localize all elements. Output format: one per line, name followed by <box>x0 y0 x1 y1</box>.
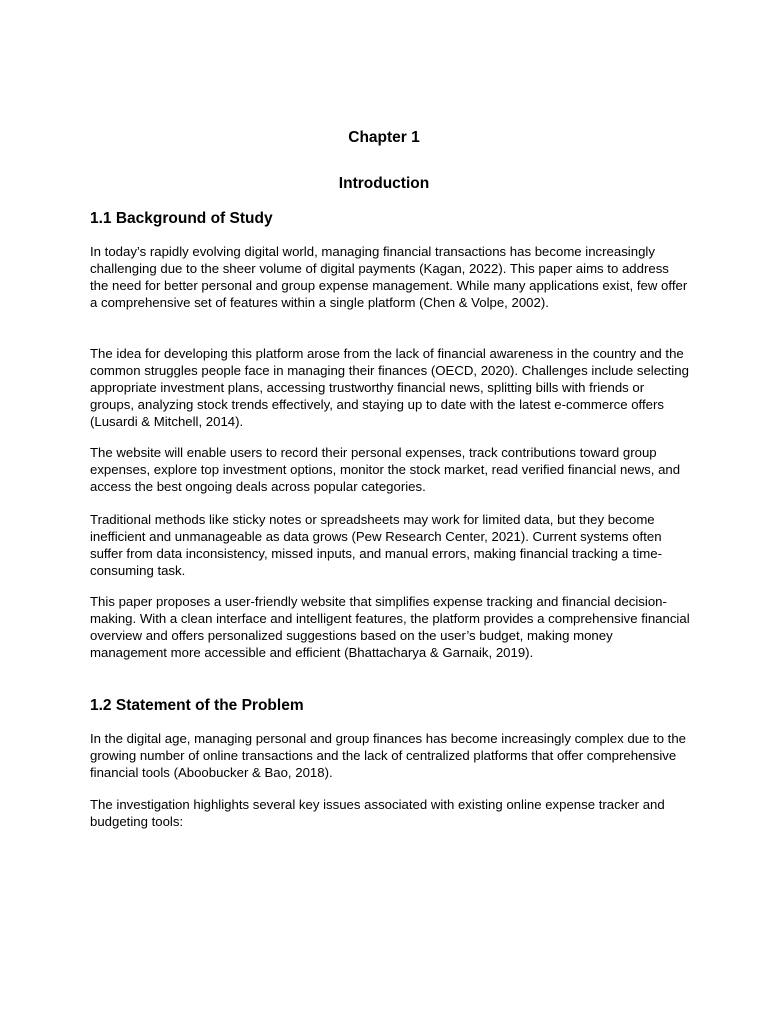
chapter-title: Chapter 1 <box>348 129 420 146</box>
paragraph: This paper proposes a user-friendly website that simplifies expense tracking and financial decision-making. With a clean interface and intelligent features, the platform provides a comprehensive financial overview and offers personalized suggestions based on the user’s budget, making money management more accessible and efficient (Bhattacharya & Garnaik, 2019). <box>90 594 690 660</box>
section-heading-problem: 1.2 Statement of the Problem <box>90 697 304 714</box>
paragraph: In the digital age, managing personal and group finances has become increasingly complex due to the growing number of online transactions and the lack of centralized platforms that offer comprehensive financial tools (Aboobucker & Bao, 2018). <box>90 731 687 780</box>
paragraph: In today’s rapidly evolving digital world, managing financial transactions has become increasingly challenging due to the sheer volume of digital payments (Kagan, 2022). This paper aims to address the need for better personal and group expense management. While many applications exist, few offer a comprehensive set of features within a single platform (Chen & Volpe, 2002). <box>90 244 688 310</box>
paragraph: The idea for developing this platform arose from the lack of financial awareness in the country and the common struggles people face in managing their finances (OECD, 2020). Challenges include selecting appropriate investment plans, accessing trustworthy financial news, splitting bills with friends or groups, analyzing stock trends effectively, and staying up to date with the latest e-commerce offers (Lusardi & Mitchell, 2014). <box>90 346 689 429</box>
section-heading-background: 1.1 Background of Study <box>90 210 273 227</box>
paragraph: The website will enable users to record their personal expenses, track contributions toward group expenses, explore top investment options, monitor the stock market, read verified financial news, and access the best ongoing deals across popular categories. <box>90 445 681 494</box>
chapter-subtitle: Introduction <box>338 175 430 192</box>
paragraph: The investigation highlights several key issues associated with existing online expense tracker and budgeting tools: <box>90 797 665 829</box>
paragraph: Traditional methods like sticky notes or spreadsheets may work for limited data, but they become inefficient and unmanageable as data grows (Pew Research Center, 2021). Current systems often suffer from data inconsistency, missed inputs, and manual errors, making financial tracking a time-consuming task. <box>90 512 662 578</box>
